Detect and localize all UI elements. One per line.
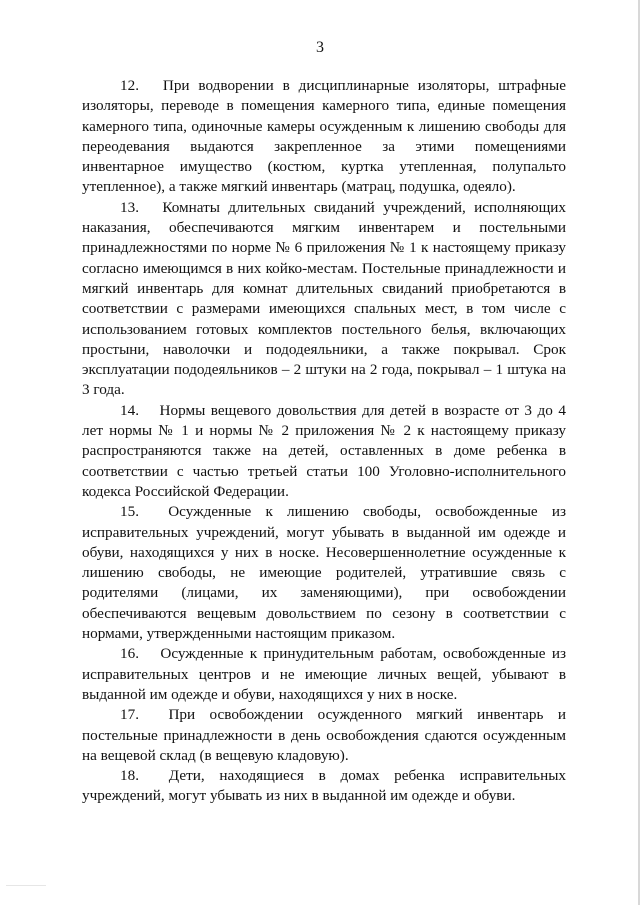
paragraph-text: Осужденные к принудительным работам, освобожденные из исправительных центров и не имеющие личных вещей, убывают в выданной им одежде и обуви, находящихся у них в носке. bbox=[82, 645, 566, 703]
scan-artifact bbox=[6, 885, 46, 886]
paragraph-number: 13. bbox=[120, 198, 139, 216]
paragraph-number: 18. bbox=[120, 767, 139, 785]
paragraph-16 bbox=[82, 644, 566, 705]
paragraph-text: Нормы вещевого довольствия для детей в возрасте от 3 до 4 лет нормы № 1 и нормы № 2 приложения № 2 к настоящему приказу распространяются также на детей, оставленных в доме ребенка в соответствии с частью третьей статьи 100 Уголовно-исполнительного кодекса Российской Федерации. bbox=[82, 401, 566, 500]
paragraph-number: 16. bbox=[120, 645, 139, 663]
paragraph-15 bbox=[82, 502, 566, 644]
paragraph-number: 12. bbox=[120, 77, 139, 94]
paragraph-12 bbox=[82, 76, 566, 198]
page-number: 3 bbox=[316, 39, 324, 56]
paragraph-number: 14. bbox=[120, 401, 139, 419]
paragraph-17 bbox=[82, 705, 566, 766]
document-body bbox=[82, 76, 566, 807]
paragraph-number: 15. bbox=[120, 503, 139, 521]
paragraph-text: Осужденные к лишению свободы, освобожденные из исправительных учреждений, могут убывать в выданной им одежде и обуви, находящихся у них в носке. Несовершеннолетние осужденные к лишению свободы, не имеющие родителей, утратившие связь с родителями (лицами, их заменяющими), при освобождении обеспечиваются вещевым довольствием по сезону в соответствии с нормами, утвержденными настоящим приказом. bbox=[82, 503, 566, 643]
paragraph-18 bbox=[82, 766, 566, 807]
paragraph-number: 17. bbox=[120, 706, 139, 724]
paragraph-text: Комнаты длительных свиданий учреждений, исполняющих наказания, обеспечиваются мягким инвентарем и постельными принадлежностями по норме № 6 приложения № 1 к настоящему приказу согласно имеющимся в них койко-местам. Постельные принадлежности и мягкий инвентарь для комнат длительных свиданий приобретаются в соответствии с размерами имеющихся спальных мест, в том числе с использованием готовых комплектов постельного белья, включающих простыни, наволочки и пододеяльники, а также покрывал. Срок эксплуатации пододеяльников – 2 штуки на 2 года, покрывал – 1 штука на 3 года. bbox=[82, 198, 566, 399]
paragraph-text: При освобождении осужденного мягкий инвентарь и постельные принадлежности в день освобождения сдаются осужденным на вещевой склад (в вещевую кладовую). bbox=[82, 706, 567, 764]
paragraph-13 bbox=[82, 198, 566, 401]
paragraph-text: Дети, находящиеся в домах ребенка исправительных учреждений, могут убывать из них в выданной им одежде и обуви. bbox=[82, 767, 567, 805]
paragraph-14 bbox=[82, 401, 566, 502]
paragraph-text: При водворении в дисциплинарные изоляторы, штрафные изоляторы, переводе в помещения камерного типа, единые помещения камерного типа, одиночные камеры осужденным к лишению свободы для переодевания выдаются закрепленное за этими помещениями инвентарное имущество (костюм, куртка утепленная, полупальто утепленное), а также мягкий инвентарь (матрац, подушка, одеяло). bbox=[82, 77, 567, 196]
